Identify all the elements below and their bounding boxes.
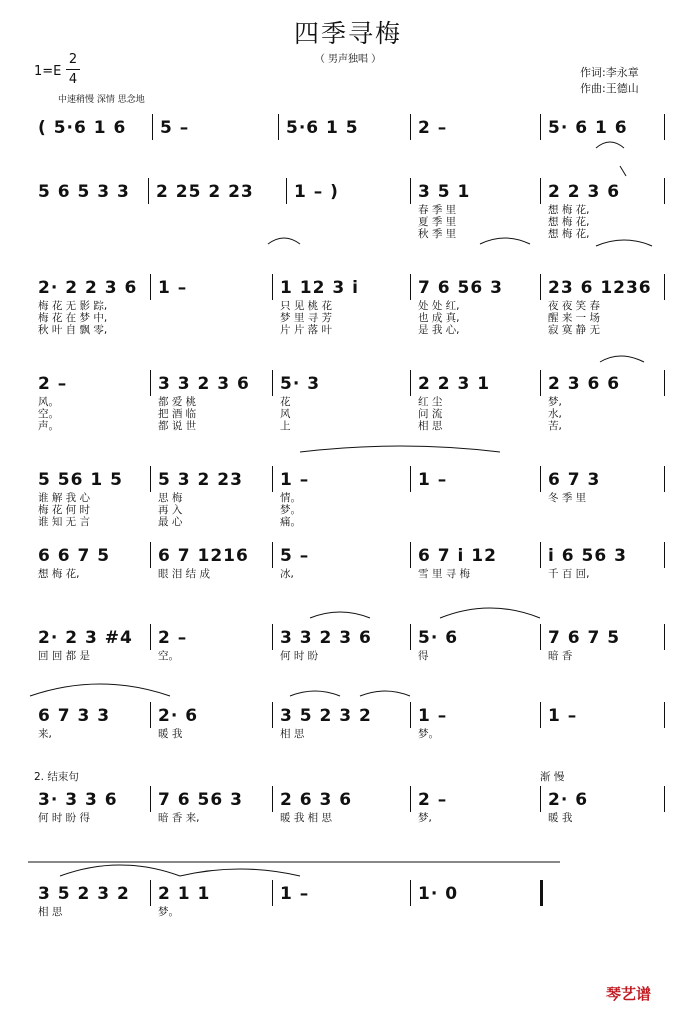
measure-notes: ( 5·6 1 6 bbox=[38, 118, 127, 138]
measure-notes: 2 3 6 6 bbox=[548, 374, 621, 394]
lyric-line: 也 成 真, bbox=[418, 312, 460, 324]
measure-notes: 5 56 1 5 bbox=[38, 470, 123, 490]
lyric-line: 梦, bbox=[418, 812, 432, 824]
measure-notes: 2· 6 bbox=[158, 706, 199, 726]
measure-notes: 1 – bbox=[280, 884, 310, 904]
lyric-line: 把 酒 临 bbox=[158, 408, 197, 420]
lyric-line: 来, bbox=[38, 728, 52, 740]
lyric-line: 想 梅 花, bbox=[548, 228, 590, 240]
measure-notes: 2 – bbox=[38, 374, 68, 394]
measure-notes: 6 7 3 bbox=[548, 470, 601, 490]
lyric-line: 花 bbox=[280, 396, 291, 408]
measure-notes: 2 – bbox=[158, 628, 188, 648]
measure-notes: 2 25 2 23 bbox=[156, 182, 254, 202]
lyric-line: 苦, bbox=[548, 420, 562, 432]
lyric-line: 梅 花 在 梦 中, bbox=[38, 312, 108, 324]
lyric-line: 冰, bbox=[280, 568, 294, 580]
lyric-line: 梅 花 无 影 踪, bbox=[38, 300, 108, 312]
lyric-line: 秋 叶 自 飘 零, bbox=[38, 324, 108, 336]
lyric-line: 梦。 bbox=[158, 906, 179, 918]
measure-notes: 5 – bbox=[280, 546, 310, 566]
lyric-line: 水, bbox=[548, 408, 562, 420]
measure-notes: 1 – bbox=[158, 278, 188, 298]
measure-notes: 7 6 56 3 bbox=[418, 278, 503, 298]
lyric-line: 夜 夜 笑 春 bbox=[548, 300, 601, 312]
lyric-line: 声。 bbox=[38, 420, 59, 432]
measure-notes: 6 7 i 12 bbox=[418, 546, 497, 566]
lyric-line: 红 尘 bbox=[418, 396, 443, 408]
lyric-line: 相 思 bbox=[280, 728, 305, 740]
measure-notes: 3· 3 3 6 bbox=[38, 790, 118, 810]
measure-notes: 5· 6 1 6 bbox=[548, 118, 628, 138]
lyric-line: 得 bbox=[418, 650, 429, 662]
song-subtitle: （ 男声独唱 ） bbox=[314, 54, 382, 65]
lyric-line: 想 梅 花, bbox=[38, 568, 80, 580]
lyric-line: 风 bbox=[280, 408, 291, 420]
measure-notes: 5 3 2 23 bbox=[158, 470, 243, 490]
lyric-line: 春 季 里 bbox=[418, 204, 457, 216]
lyric-line: 谁 知 无 言 bbox=[38, 516, 91, 528]
measure-notes: 1 – bbox=[280, 470, 310, 490]
lyric-line: 暖 我 bbox=[158, 728, 183, 740]
measure-notes: 5· 3 bbox=[280, 374, 321, 394]
measure-notes: 1 – bbox=[418, 470, 448, 490]
lyric-line: 片 片 落 叶 bbox=[280, 324, 333, 336]
measure-notes: 1 – bbox=[548, 706, 578, 726]
measure-notes: 3 5 1 bbox=[418, 182, 471, 202]
composer-credit: 作曲:王德山 bbox=[580, 82, 639, 95]
lyric-line: 谁 解 我 心 bbox=[38, 492, 91, 504]
measure-notes: 3 3 2 3 6 bbox=[280, 628, 372, 648]
lyric-line: 雪 里 寻 梅 bbox=[418, 568, 471, 580]
lyric-line: 暖 我 bbox=[548, 812, 573, 824]
lyric-line: 暗 香 来, bbox=[158, 812, 200, 824]
lyric-line: 梦。 bbox=[280, 504, 301, 516]
measure-notes: 3 3 2 3 6 bbox=[158, 374, 250, 394]
measure-notes: 2 – bbox=[418, 118, 448, 138]
lyric-line: 暗 香 bbox=[548, 650, 573, 662]
lyric-line: 思 梅 bbox=[158, 492, 183, 504]
measure-notes: 3 5 2 3 2 bbox=[280, 706, 372, 726]
lyric-line: 只 见 桃 花 bbox=[280, 300, 333, 312]
lyric-line: 再 入 bbox=[158, 504, 183, 516]
lyric-line: 风。 bbox=[38, 396, 59, 408]
lyric-line: 梦 里 寻 芳 bbox=[280, 312, 333, 324]
measure-notes: 1 – bbox=[418, 706, 448, 726]
lyric-line: 眼 泪 结 成 bbox=[158, 568, 211, 580]
measure-notes: 2· 2 2 3 6 bbox=[38, 278, 138, 298]
measure-notes: 7 6 56 3 bbox=[158, 790, 243, 810]
measure-notes: 5 – bbox=[160, 118, 190, 138]
time-signature: 2 4 bbox=[66, 52, 80, 87]
watermark-logo: 琴艺谱 bbox=[606, 985, 652, 1003]
lyric-line: 想 梅 花, bbox=[548, 216, 590, 228]
lyric-line: 痛。 bbox=[280, 516, 301, 528]
lyric-line: 都 爱 桃 bbox=[158, 396, 197, 408]
measure-notes: 2· 2 3 #4 bbox=[38, 628, 133, 648]
measure-notes: 7 6 7 5 bbox=[548, 628, 621, 648]
lyric-line: 想 梅 花, bbox=[548, 204, 590, 216]
lyric-line: 冬 季 里 bbox=[548, 492, 587, 504]
lyric-line: 梅 花 何 时 bbox=[38, 504, 91, 516]
measure-notes: 1· 0 bbox=[418, 884, 459, 904]
measure-notes: 2 – bbox=[418, 790, 448, 810]
tempo-marking: 中速稍慢 深情 思念地 bbox=[58, 95, 145, 105]
ritardando-marking: 渐 慢 bbox=[540, 771, 565, 783]
lyric-line: 梦。 bbox=[418, 728, 439, 740]
lyric-line: 寂 寞 静 无 bbox=[548, 324, 601, 336]
lyric-line: 最 心 bbox=[158, 516, 183, 528]
lyric-line: 何 时 盼 bbox=[280, 650, 319, 662]
lyricist-credit: 作词:李永章 bbox=[580, 66, 639, 79]
measure-notes: 6 7 3 3 bbox=[38, 706, 111, 726]
measure-notes: 6 6 7 5 bbox=[38, 546, 111, 566]
song-title: 四季寻梅 bbox=[293, 19, 402, 48]
lyric-line: 秋 季 里 bbox=[418, 228, 457, 240]
lyric-line: 问 流 bbox=[418, 408, 443, 420]
measure-notes: i 6 56 3 bbox=[548, 546, 627, 566]
measure-notes: 6 7 1216 bbox=[158, 546, 249, 566]
lyric-line: 空。 bbox=[158, 650, 179, 662]
key-signature: 1=E bbox=[34, 64, 62, 79]
lyric-line: 夏 季 里 bbox=[418, 216, 457, 228]
measure-notes: 23 6 1236 bbox=[548, 278, 652, 298]
lyric-line: 相 思 bbox=[38, 906, 63, 918]
lyric-line: 千 百 回, bbox=[548, 568, 590, 580]
volta-ending-label: 2. 结束句 bbox=[34, 771, 79, 783]
lyric-line: 梦, bbox=[548, 396, 562, 408]
lyric-line: 醒 来 一 场 bbox=[548, 312, 601, 324]
measure-notes: 1 – ) bbox=[294, 182, 339, 202]
measure-notes: 5 6 5 3 3 bbox=[38, 182, 130, 202]
lyric-line: 何 时 盼 得 bbox=[38, 812, 91, 824]
measure-notes: 5· 6 bbox=[418, 628, 459, 648]
measure-notes: 2 6 3 6 bbox=[280, 790, 353, 810]
lyric-line: 处 处 红, bbox=[418, 300, 460, 312]
measure-notes: 2 2 3 1 bbox=[418, 374, 491, 394]
lyric-line: 回 回 都 是 bbox=[38, 650, 91, 662]
measure-notes: 3 5 2 3 2 bbox=[38, 884, 130, 904]
measure-notes: 2· 6 bbox=[548, 790, 589, 810]
lyric-line: 是 我 心, bbox=[418, 324, 460, 336]
lyric-line: 情。 bbox=[280, 492, 301, 504]
lyric-line: 相 思 bbox=[418, 420, 443, 432]
lyric-line: 上 bbox=[280, 420, 291, 432]
measure-notes: 5·6 1 5 bbox=[286, 118, 359, 138]
lyric-line: 暖 我 相 思 bbox=[280, 812, 333, 824]
lyric-line: 都 说 世 bbox=[158, 420, 197, 432]
lyric-line: 空。 bbox=[38, 408, 59, 420]
measure-notes: 1 12 3 i bbox=[280, 278, 359, 298]
measure-notes: 2 2 3 6 bbox=[548, 182, 621, 202]
measure-notes: 2 1 1 bbox=[158, 884, 211, 904]
